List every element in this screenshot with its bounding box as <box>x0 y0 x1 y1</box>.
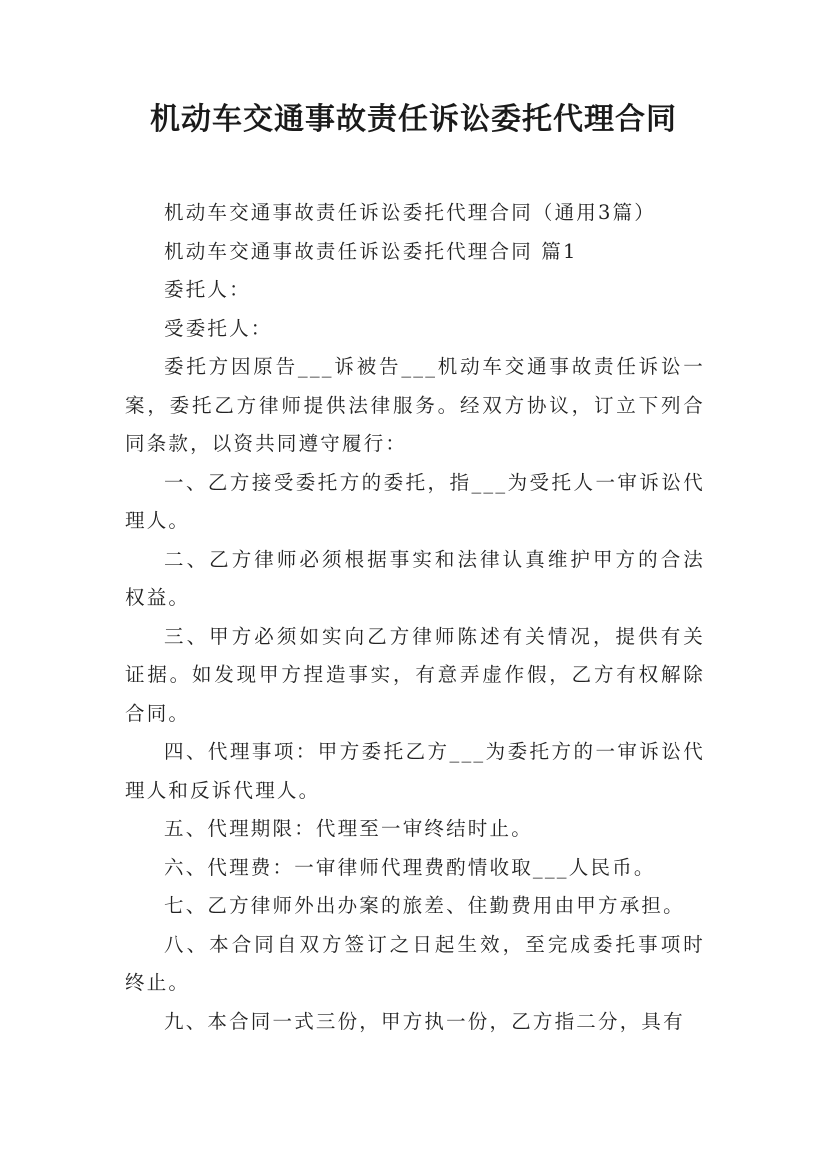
document-body <box>125 194 705 1041</box>
paragraph-section-heading: 机动车交通事故责任诉讼委托代理合同 篇1 <box>164 239 578 263</box>
paragraph-clause-7: 七、乙方律师外出办案的旅差、住勤费用由甲方承担。 <box>164 894 685 917</box>
document-title: 机动车交通事故责任诉讼委托代理合同 <box>150 102 677 137</box>
paragraph-subtitle: 机动车交通事故责任诉讼委托代理合同（通用3篇） <box>164 201 657 224</box>
paragraph-clause-3: 三、甲方必须如实向乙方律师陈述有关情况，提供有关证据。如发现甲方捏造事实，有意弄虚作假，乙方有权解除合同。 <box>125 624 705 725</box>
paragraph-clause-1: 一、乙方接受委托方的委托，指___为受托人一审诉讼代理人。 <box>125 470 705 532</box>
paragraph-clause-8: 八、本合同自双方签订之日起生效，至完成委托事项时终止。 <box>125 932 705 994</box>
paragraph-clause-9: 九、本合同一式三份，甲方执一份，乙方指二分，具有 <box>164 1009 685 1033</box>
paragraph-clause-2: 二、乙方律师必须根据事实和法律认真维护甲方的合法权益。 <box>125 547 705 609</box>
paragraph-clause-5: 五、代理期限：代理至一审终结时止。 <box>164 817 533 840</box>
paragraph-preamble: 委托方因原告___诉被告___机动车交通事故责任诉讼一案，委托乙方律师提供法律服务。经双方协议，订立下列合同条款，以资共同遵守履行： <box>125 355 705 455</box>
paragraph-principal: 委托人： <box>164 278 251 301</box>
paragraph-agent: 受委托人： <box>164 316 273 340</box>
paragraph-clause-6: 六、代理费：一审律师代理费酌情收取___人民币。 <box>164 855 656 879</box>
paragraph-clause-4: 四、代理事项：甲方委托乙方___为委托方的一审诉讼代理人和反诉代理人。 <box>125 740 705 802</box>
